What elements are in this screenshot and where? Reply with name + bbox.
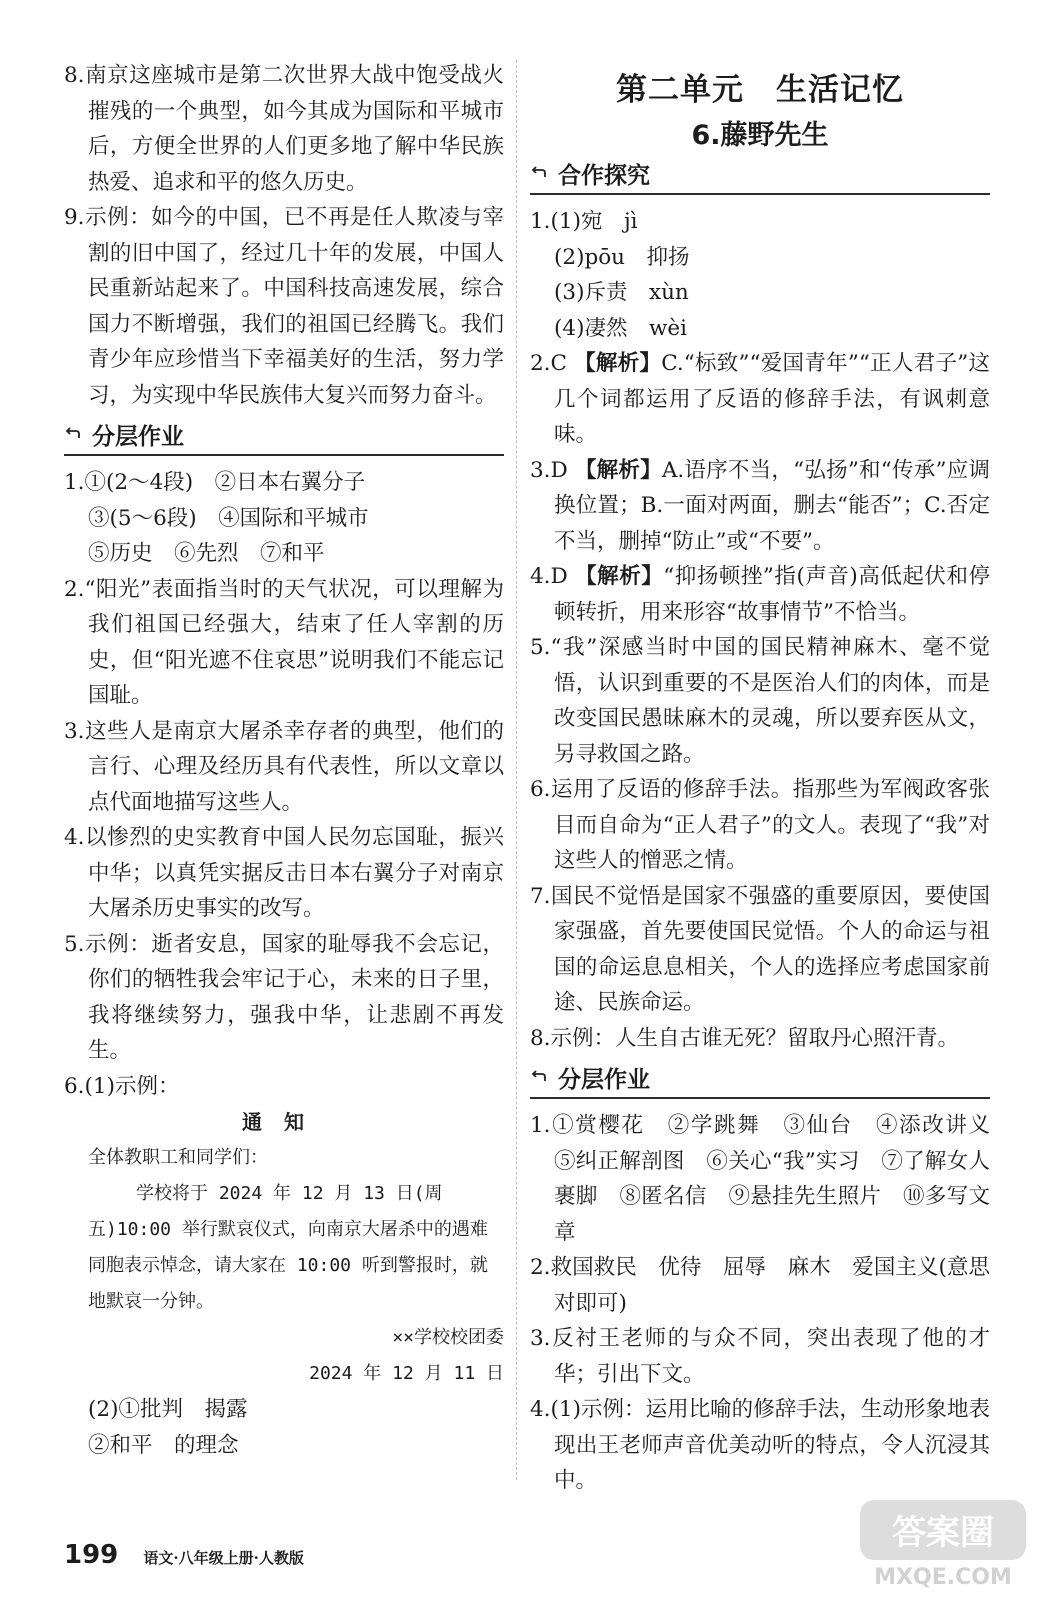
notice: [64, 1104, 504, 1392]
answer-item: [530, 559, 990, 630]
section-header: [64, 420, 504, 456]
watermark-url: MXQE.COM: [874, 1565, 1012, 1590]
left-column: [64, 58, 504, 1463]
analysis-tag: 【解析】: [574, 457, 662, 483]
unit-title: 第二单元 生活记忆: [616, 72, 904, 108]
answer-line: ⑤历史 ⑥先烈 ⑦和平: [88, 541, 325, 566]
answer-item: 3.反衬王老师的与众不同，突出表现了他的才华；引出下文。: [530, 1326, 990, 1387]
answer-item: 4.以惨烈的史实教育中国人民勿忘国耻，振兴中华；以真凭实据反击日本右翼分子对南京大屠杀历史事实的改写。: [64, 825, 504, 921]
page-number: 199: [64, 1540, 119, 1570]
answer-line: 6.(1)示例：: [64, 1073, 180, 1099]
answer-line: 1.①(2～4段) ②日本右翼分子: [64, 470, 366, 495]
answer-line: (2)pōu 抑扬: [554, 244, 690, 270]
return-arrow-icon: [66, 426, 80, 440]
analysis-tag: 【解析】: [574, 351, 662, 376]
notice-title: 通知: [242, 1110, 326, 1134]
section-header: [530, 159, 990, 195]
analysis-tag: 【解析】: [575, 564, 664, 589]
column-divider: [516, 60, 517, 1480]
section-header: [530, 1063, 990, 1099]
book-info: 语文·八年级上册·人教版: [143, 1549, 304, 1567]
notice-sign: ××学校校团委: [392, 1327, 504, 1348]
answer-line: ②和平 的理念: [88, 1432, 239, 1458]
analysis-text: C.“标致”“爱国青年”“正人君子”这几个词都运用了反语的修辞手法，有讽刺意味。: [554, 351, 990, 447]
section-title: 分层作业: [92, 424, 184, 450]
answer-line: (3)斥责 xùn: [554, 280, 689, 305]
answer-item: 5.“我”深感当时中国的国民精神麻木、毫不觉悟，认识到重要的不是医治人们的肉体，而是改变国民愚昧麻木的灵魂，所以要弃医从文，另寻救国之路。: [530, 635, 990, 767]
answer-number: 3.D: [530, 457, 568, 483]
return-arrow-icon: [532, 165, 546, 179]
page-footer: [64, 1540, 304, 1580]
section-title: 分层作业: [558, 1067, 650, 1093]
return-arrow-icon: [532, 1069, 546, 1083]
answer-item: 5.示例：逝者安息，国家的耻辱我不会忘记，你们的牺牲我会牢记于心，未来的日子里，我将继续努力，强我中华，让悲剧不再发生。: [64, 931, 504, 1063]
notice-date: 2024 年 12 月 11 日: [309, 1363, 504, 1384]
section-title: 合作探究: [558, 163, 650, 189]
notice-body: 学校将于 2024 年 12 月 13 日(周五)10:00 举行默哀仪式，向南京大屠杀中的遇难同胞表示悼念，请大家在 10:00 听到警报时，就地默哀一分钟。: [88, 1183, 488, 1312]
lesson-title: 6.藤野先生: [691, 120, 829, 151]
answer-item: 1.①赏樱花 ②学跳舞 ③仙台 ④添改讲义 ⑤纠正解剖图 ⑥关心“我”实习 ⑦了解女人裹脚 ⑧匿名信 ⑨悬挂先生照片 ⑩多写文章: [530, 1113, 1012, 1245]
answer-line: ③(5～6段) ④国际和平城市: [88, 505, 369, 531]
answer-item: 2.救国救民 优待 屈辱 麻木 爱国主义(意思对即可): [530, 1255, 990, 1316]
answer-item: 4.(1)示例：运用比喻的修辞手法，生动形象地表现出王老师声音优美动听的特点，令人沉浸其中。: [530, 1397, 990, 1493]
answer-line: (4)凄然 wèi: [554, 315, 687, 341]
answer-item: 2.“阳光”表面指当时的天气状况，可以理解为我们祖国已经强大，结束了任人宰割的历史，但“阳光遮不住哀思”说明我们不能忘记国耻。: [64, 576, 504, 708]
watermark-text: 答案圈: [892, 1513, 994, 1553]
notice-salutation: 全体教职工和同学们：: [88, 1147, 268, 1168]
answer-number: 2.C: [530, 351, 567, 376]
watermark-logo: [858, 1496, 1028, 1592]
answer-item: [530, 453, 990, 560]
answer-item: 7.国民不觉悟是国家不强盛的重要原因，要使国家强盛，首先要使国民觉悟。个人的命运与祖国的命运息息相关，个人的选择应考虑国家前途、民族命运。: [530, 883, 990, 1015]
analysis-text: “抑扬顿挫”指(声音)高低起伏和停顿转折，用来形容“故事情节”不恰当。: [554, 564, 990, 625]
answer-item: 3.这些人是南京大屠杀幸存者的典型，他们的言行、心理及经历具有代表性，所以文章以点代面地描写这些人。: [64, 718, 504, 815]
answer-item: [530, 346, 990, 453]
analysis-text: A.语序不当，“弘扬”和“传承”应调换位置；B.一面对两面，删去“能否”；C.否定不当，删掉“防止”或“不要”。: [554, 457, 990, 554]
answer-item: 9.示例：如今的中国，已不再是任人欺凌与宰割的旧中国了，经过几十年的发展，中国人民重新站起来了。中国科技高速发展，综合国力不断增强，我们的祖国已经腾飞。我们青少年应珍惜当下幸福美好的生活，努力学习，为实现中华民族伟大复兴而努力奋斗。: [64, 205, 504, 408]
answer-line: (2)①批判 揭露: [88, 1397, 248, 1422]
answer-item: 8.示例：人生自古谁无死？留取丹心照汗青。: [530, 1025, 960, 1051]
answer-number: 4.D: [530, 564, 568, 589]
answer-item: 8.南京这座城市是第二次世界大战中饱受战火摧残的一个典型，如今其成为国际和平城市后，方便全世界的人们更多地了解中华民族热爱、追求和平的悠久历史。: [64, 63, 504, 195]
answer-line: 1.(1)宛 jì: [530, 209, 638, 234]
right-column: [530, 58, 1012, 1499]
answer-item: 6.运用了反语的修辞手法。指那些为军阀政客张目而自命为“正人君子”的文人。表现了“我”对这些人的憎恶之情。: [530, 777, 990, 873]
